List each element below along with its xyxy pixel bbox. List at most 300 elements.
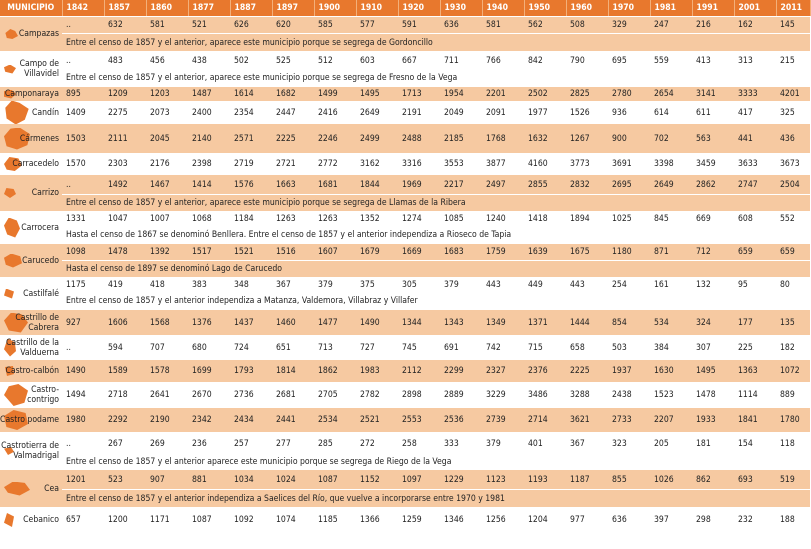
year-header-1897[interactable]: 1897	[272, 0, 314, 17]
population-cell-1981: 614	[650, 102, 692, 124]
table-row	[0, 175, 810, 195]
municipality-map-icon	[4, 29, 18, 39]
population-cell-1950: 842	[524, 52, 566, 70]
population-cell-2001: 659	[734, 244, 776, 261]
population-cell-1877: 1487	[188, 87, 230, 102]
year-header-2011[interactable]: 2011	[776, 0, 810, 17]
population-cell-1991: 324	[692, 310, 734, 336]
population-cell-1887: 1614	[230, 87, 272, 102]
municipio-name: Castro-calbón	[5, 366, 59, 376]
population-cell-1897: 277	[272, 433, 314, 455]
population-cell-1981: 247	[650, 17, 692, 34]
population-cell-1950: 1639	[524, 244, 566, 261]
population-cell-1960: 3773	[566, 154, 608, 175]
population-cell-2011: 118	[776, 433, 810, 455]
year-header-1920[interactable]: 1920	[398, 0, 440, 17]
population-cell-1950: 2855	[524, 175, 566, 195]
population-cell-1842: 1503	[62, 124, 104, 154]
population-cell-1842: ..	[62, 175, 104, 195]
population-cell-1960: 1444	[566, 310, 608, 336]
population-cell-1860: 456	[146, 52, 188, 70]
population-cell-1860: 1171	[146, 508, 188, 533]
population-cell-2011: 145	[776, 17, 810, 34]
population-cell-1900: 1862	[314, 360, 356, 383]
population-cell-1897: 525	[272, 52, 314, 70]
municipio-name: Carucedo	[22, 255, 59, 266]
population-cell-2001: 95	[734, 278, 776, 293]
population-cell-1981: 2649	[650, 175, 692, 195]
municipio-name: Cebanico	[23, 515, 59, 525]
population-cell-1930: 2536	[440, 408, 482, 433]
population-cell-1860: 2176	[146, 154, 188, 175]
population-cell-1970: 2780	[608, 87, 650, 102]
municipio-cell	[0, 102, 62, 124]
population-cell-1920: 1669	[398, 244, 440, 261]
census-note: Entre el censo de 1857 y el anterior, aparece este municipio porque se segrega de Gordoncillo	[62, 34, 810, 52]
year-header-1940[interactable]: 1940	[482, 0, 524, 17]
population-cell-1900: 2705	[314, 383, 356, 408]
population-cell-1930: 1085	[440, 212, 482, 227]
population-cell-1920: 2191	[398, 102, 440, 124]
population-cell-1877: 2400	[188, 102, 230, 124]
year-header-1900[interactable]: 1900	[314, 0, 356, 17]
municipio-cell	[0, 175, 62, 212]
population-cell-1940: 742	[482, 336, 524, 360]
municipality-map-icon	[4, 513, 14, 527]
population-cell-2011: 215	[776, 52, 810, 70]
population-cell-1910: 1490	[356, 310, 398, 336]
header-row	[0, 0, 810, 17]
population-cell-1897: 1460	[272, 310, 314, 336]
population-cell-1950: 2714	[524, 408, 566, 433]
population-cell-1940: 1349	[482, 310, 524, 336]
population-cell-1897: 1814	[272, 360, 314, 383]
population-cell-1991: 712	[692, 244, 734, 261]
municipio-header[interactable]: MUNICIPIO	[0, 0, 62, 17]
population-cell-1960: 2225	[566, 360, 608, 383]
population-cell-2001: 2747	[734, 175, 776, 195]
population-cell-1897: 2225	[272, 124, 314, 154]
population-cell-1970: 2438	[608, 383, 650, 408]
population-cell-1842: 895	[62, 87, 104, 102]
note-row	[0, 195, 810, 212]
population-cell-1920: 2488	[398, 124, 440, 154]
population-cell-1920: 3316	[398, 154, 440, 175]
population-cell-1910: 2649	[356, 102, 398, 124]
population-cell-1857: 1200	[104, 508, 146, 533]
population-cell-1860: 269	[146, 433, 188, 455]
population-cell-1900: 379	[314, 278, 356, 293]
population-cell-1877: 1699	[188, 360, 230, 383]
population-cell-1857: 2292	[104, 408, 146, 433]
year-header-1910[interactable]: 1910	[356, 0, 398, 17]
population-cell-1960: 1526	[566, 102, 608, 124]
population-cell-1910: 2499	[356, 124, 398, 154]
population-cell-1981: 397	[650, 508, 692, 533]
population-cell-2011: 1780	[776, 408, 810, 433]
population-cell-1887: 724	[230, 336, 272, 360]
population-cell-1981: 2207	[650, 408, 692, 433]
population-cell-1860: 2190	[146, 408, 188, 433]
population-cell-2011: 436	[776, 124, 810, 154]
population-cell-1950: 1371	[524, 310, 566, 336]
population-cell-1897: 1024	[272, 470, 314, 490]
population-cell-2001: 1363	[734, 360, 776, 383]
population-cell-1910: 272	[356, 433, 398, 455]
municipio-name: Castrillo de Cabrera	[15, 312, 59, 333]
population-cell-1970: 1937	[608, 360, 650, 383]
population-cell-1887: 2736	[230, 383, 272, 408]
population-cell-1991: 3459	[692, 154, 734, 175]
population-cell-1991: 132	[692, 278, 734, 293]
population-cell-1960: 367	[566, 433, 608, 455]
population-cell-1981: 3398	[650, 154, 692, 175]
population-cell-1887: 1092	[230, 508, 272, 533]
population-cell-2011: 325	[776, 102, 810, 124]
municipio-name: Castro-contrigo	[27, 385, 59, 405]
municipio-cell	[0, 278, 62, 310]
municipio-cell	[0, 360, 62, 383]
population-cell-1877: 2398	[188, 154, 230, 175]
population-cell-1897: 2441	[272, 408, 314, 433]
municipio-name: Cármenes	[19, 133, 59, 144]
population-cell-1897: 1074	[272, 508, 314, 533]
population-cell-2001: 225	[734, 336, 776, 360]
population-cell-1897: 2721	[272, 154, 314, 175]
year-header-1887[interactable]: 1887	[230, 0, 272, 17]
population-cell-1842: 1098	[62, 244, 104, 261]
population-cell-1930: 2185	[440, 124, 482, 154]
population-cell-1897: 367	[272, 278, 314, 293]
population-cell-1920: 745	[398, 336, 440, 360]
population-cell-2001: 3633	[734, 154, 776, 175]
population-cell-1960: 443	[566, 278, 608, 293]
population-cell-1940: 2327	[482, 360, 524, 383]
population-cell-1860: 1203	[146, 87, 188, 102]
note-row	[0, 70, 810, 87]
year-header-1930[interactable]: 1930	[440, 0, 482, 17]
population-cell-1860: 581	[146, 17, 188, 34]
population-cell-1860: 1392	[146, 244, 188, 261]
population-cell-2011: 3673	[776, 154, 810, 175]
table-row	[0, 87, 810, 102]
year-header-1860[interactable]: 1860	[146, 0, 188, 17]
municipio-name: Cea	[44, 483, 59, 494]
population-cell-1857: 632	[104, 17, 146, 34]
population-cell-1920: 591	[398, 17, 440, 34]
population-cell-1897: 1516	[272, 244, 314, 261]
population-cell-1877: 236	[188, 433, 230, 455]
table-row	[0, 360, 810, 383]
note-row	[0, 34, 810, 52]
population-cell-1940: 2497	[482, 175, 524, 195]
note-row	[0, 490, 810, 508]
population-cell-2011: 135	[776, 310, 810, 336]
municipio-cell	[0, 212, 62, 244]
population-cell-1970: 855	[608, 470, 650, 490]
population-cell-2001: 608	[734, 212, 776, 227]
year-header-1960[interactable]: 1960	[566, 0, 608, 17]
population-cell-1887: 1437	[230, 310, 272, 336]
population-cell-1920: 305	[398, 278, 440, 293]
municipio-cell	[0, 433, 62, 470]
population-cell-1910: 603	[356, 52, 398, 70]
population-cell-1960: 3621	[566, 408, 608, 433]
population-cell-1877: 1087	[188, 508, 230, 533]
population-cell-1930: 1343	[440, 310, 482, 336]
population-cell-2011: 80	[776, 278, 810, 293]
table-row	[0, 383, 810, 408]
population-cell-1887: 1576	[230, 175, 272, 195]
population-cell-1991: 1478	[692, 383, 734, 408]
population-cell-1981: 845	[650, 212, 692, 227]
population-cell-1930: 1346	[440, 508, 482, 533]
population-cell-1910: 577	[356, 17, 398, 34]
table-row	[0, 102, 810, 124]
population-cell-1897: 620	[272, 17, 314, 34]
population-cell-1950: 1193	[524, 470, 566, 490]
population-cell-1857: 2111	[104, 124, 146, 154]
population-cell-1940: 1240	[482, 212, 524, 227]
population-cell-1860: 1467	[146, 175, 188, 195]
note-row	[0, 293, 810, 310]
population-cell-1842: ..	[62, 433, 104, 455]
population-cell-1900: 2416	[314, 102, 356, 124]
population-cell-1857: 594	[104, 336, 146, 360]
population-cell-1877: 383	[188, 278, 230, 293]
population-cell-1857: 1478	[104, 244, 146, 261]
population-cell-1950: 1977	[524, 102, 566, 124]
population-cell-1991: 563	[692, 124, 734, 154]
census-note: Entre el censo de 1857 y el anterior independiza a Saelices del Río, que vuelve a incorporarse entre 1970 y 1981	[62, 490, 810, 508]
year-header-2001[interactable]: 2001	[734, 0, 776, 17]
population-cell-2011: 182	[776, 336, 810, 360]
population-cell-1910: 1352	[356, 212, 398, 227]
population-cell-1900: 512	[314, 52, 356, 70]
population-cell-1860: 2641	[146, 383, 188, 408]
population-cell-1970: 1180	[608, 244, 650, 261]
population-cell-1920: 667	[398, 52, 440, 70]
population-cell-1877: 1517	[188, 244, 230, 261]
population-cell-1991: 611	[692, 102, 734, 124]
municipality-map-icon	[4, 218, 20, 238]
population-cell-1842: 1331	[62, 212, 104, 227]
population-cell-2011: 659	[776, 244, 810, 261]
population-cell-1950: 1632	[524, 124, 566, 154]
population-cell-1960: 1267	[566, 124, 608, 154]
population-cell-1940: 2091	[482, 102, 524, 124]
population-cell-1970: 936	[608, 102, 650, 124]
population-cell-1950: 715	[524, 336, 566, 360]
population-cell-1920: 2553	[398, 408, 440, 433]
population-cell-1910: 1152	[356, 470, 398, 490]
population-cell-1970: 636	[608, 508, 650, 533]
population-cell-1842: 1201	[62, 470, 104, 490]
population-cell-1887: 348	[230, 278, 272, 293]
population-cell-2011: 188	[776, 508, 810, 533]
population-cell-1910: 3162	[356, 154, 398, 175]
municipio-name: Campazas	[18, 29, 59, 39]
population-cell-2011: 2504	[776, 175, 810, 195]
year-header-1842[interactable]: 1842	[62, 0, 104, 17]
municipality-map-icon	[4, 188, 16, 198]
census-note: Entre el censo de 1857 y el anterior, aparece este municipio porque se segrega de Fresno de la Vega	[62, 70, 810, 87]
population-cell-1940: 3229	[482, 383, 524, 408]
table-row	[0, 154, 810, 175]
census-note: Entre el censo de 1857 y el anterior aparece este municipio porque se segrega de Riego de la Vega	[62, 455, 810, 470]
population-cell-1981: 161	[650, 278, 692, 293]
year-header-1857[interactable]: 1857	[104, 0, 146, 17]
population-cell-1920: 1259	[398, 508, 440, 533]
population-cell-1991: 181	[692, 433, 734, 455]
population-cell-1900: 1263	[314, 212, 356, 227]
population-cell-1950: 562	[524, 17, 566, 34]
municipio-name: Candín	[32, 107, 59, 118]
population-cell-1930: 2889	[440, 383, 482, 408]
population-cell-1991: 669	[692, 212, 734, 227]
population-cell-1857: 267	[104, 433, 146, 455]
population-cell-1981: 1523	[650, 383, 692, 408]
population-cell-1940: 3877	[482, 154, 524, 175]
population-cell-1887: 1793	[230, 360, 272, 383]
population-cell-1900: 1185	[314, 508, 356, 533]
population-cell-1970: 2695	[608, 175, 650, 195]
population-cell-1991: 2862	[692, 175, 734, 195]
population-cell-1960: 2825	[566, 87, 608, 102]
population-cell-1960: 977	[566, 508, 608, 533]
population-cell-1991: 3141	[692, 87, 734, 102]
population-cell-1981: 534	[650, 310, 692, 336]
population-cell-1970: 900	[608, 124, 650, 154]
population-cell-1930: 333	[440, 433, 482, 455]
municipality-map-icon	[4, 482, 30, 496]
table-row	[0, 17, 810, 34]
population-cell-1857: 1492	[104, 175, 146, 195]
population-cell-1887: 2354	[230, 102, 272, 124]
population-cell-1842: 1409	[62, 102, 104, 124]
population-cell-1877: 2140	[188, 124, 230, 154]
population-cell-1991: 216	[692, 17, 734, 34]
population-cell-1860: 1007	[146, 212, 188, 227]
population-cell-1970: 329	[608, 17, 650, 34]
population-cell-1900: 1477	[314, 310, 356, 336]
population-cell-1900: 1499	[314, 87, 356, 102]
population-cell-1842: 1570	[62, 154, 104, 175]
population-cell-1960: 1675	[566, 244, 608, 261]
population-cell-1930: 2299	[440, 360, 482, 383]
population-cell-1920: 1274	[398, 212, 440, 227]
census-note: Hasta el censo de 1897 se denominó Lago de Carucedo	[62, 261, 810, 278]
municipio-name: Castro podame	[0, 415, 59, 425]
population-cell-1900: 1607	[314, 244, 356, 261]
population-cell-1950: 1204	[524, 508, 566, 533]
population-cell-1900: 2772	[314, 154, 356, 175]
population-cell-1887: 1521	[230, 244, 272, 261]
population-cell-1887: 257	[230, 433, 272, 455]
population-cell-1991: 862	[692, 470, 734, 490]
population-cell-1887: 2571	[230, 124, 272, 154]
year-header-1970[interactable]: 1970	[608, 0, 650, 17]
year-header-1991[interactable]: 1991	[692, 0, 734, 17]
municipality-map-icon	[4, 254, 22, 268]
population-cell-1842: 927	[62, 310, 104, 336]
population-cell-1857: 1589	[104, 360, 146, 383]
population-cell-1857: 2303	[104, 154, 146, 175]
population-cell-1887: 1184	[230, 212, 272, 227]
population-cell-1860: 707	[146, 336, 188, 360]
population-cell-1991: 413	[692, 52, 734, 70]
population-cell-1877: 1414	[188, 175, 230, 195]
population-cell-1981: 702	[650, 124, 692, 154]
population-cell-1860: 2073	[146, 102, 188, 124]
population-cell-1910: 2782	[356, 383, 398, 408]
table-row	[0, 508, 810, 533]
municipio-name: Camponaraya	[4, 89, 59, 99]
population-cell-1857: 1047	[104, 212, 146, 227]
municipio-name: Carracedelo	[12, 159, 59, 169]
population-cell-1900: 1087	[314, 470, 356, 490]
population-cell-1991: 1495	[692, 360, 734, 383]
population-cell-1981: 205	[650, 433, 692, 455]
population-cell-1877: 2342	[188, 408, 230, 433]
population-cell-2011: 889	[776, 383, 810, 408]
year-header-1877[interactable]: 1877	[188, 0, 230, 17]
population-cell-1900: 1681	[314, 175, 356, 195]
population-cell-1877: 680	[188, 336, 230, 360]
population-cell-1940: 1768	[482, 124, 524, 154]
population-cell-1950: 2502	[524, 87, 566, 102]
population-cell-1887: 2434	[230, 408, 272, 433]
year-header-1981[interactable]: 1981	[650, 0, 692, 17]
population-cell-2001: 693	[734, 470, 776, 490]
municipio-cell	[0, 408, 62, 433]
table-row	[0, 278, 810, 293]
population-cell-1930: 2217	[440, 175, 482, 195]
population-cell-1910: 2521	[356, 408, 398, 433]
population-cell-2011: 1072	[776, 360, 810, 383]
population-cell-1910: 375	[356, 278, 398, 293]
population-cell-1842: 1175	[62, 278, 104, 293]
municipio-name: Campo de Villavidel	[19, 59, 59, 79]
population-cell-1842: 1490	[62, 360, 104, 383]
table-row	[0, 52, 810, 70]
year-header-1950[interactable]: 1950	[524, 0, 566, 17]
population-cell-2001: 1114	[734, 383, 776, 408]
municipio-name: Castrillo de la Valduerna	[5, 337, 59, 358]
population-cell-1920: 1713	[398, 87, 440, 102]
population-cell-1930: 379	[440, 278, 482, 293]
population-cell-1877: 438	[188, 52, 230, 70]
municipio-name: Castrotierra de Valmadrigal	[1, 441, 59, 461]
population-cell-2001: 177	[734, 310, 776, 336]
population-cell-1900: 585	[314, 17, 356, 34]
population-cell-1970: 695	[608, 52, 650, 70]
population-cell-2001: 1841	[734, 408, 776, 433]
population-cell-1857: 523	[104, 470, 146, 490]
population-cell-1950: 4160	[524, 154, 566, 175]
population-cell-1970: 3691	[608, 154, 650, 175]
population-cell-1860: 418	[146, 278, 188, 293]
population-cell-1920: 2898	[398, 383, 440, 408]
population-cell-1970: 2733	[608, 408, 650, 433]
population-cell-1900: 2534	[314, 408, 356, 433]
population-cell-2001: 162	[734, 17, 776, 34]
population-cell-2011: 4201	[776, 87, 810, 102]
population-cell-1940: 1759	[482, 244, 524, 261]
population-cell-1950: 2376	[524, 360, 566, 383]
population-cell-1981: 559	[650, 52, 692, 70]
population-cell-1900: 2246	[314, 124, 356, 154]
